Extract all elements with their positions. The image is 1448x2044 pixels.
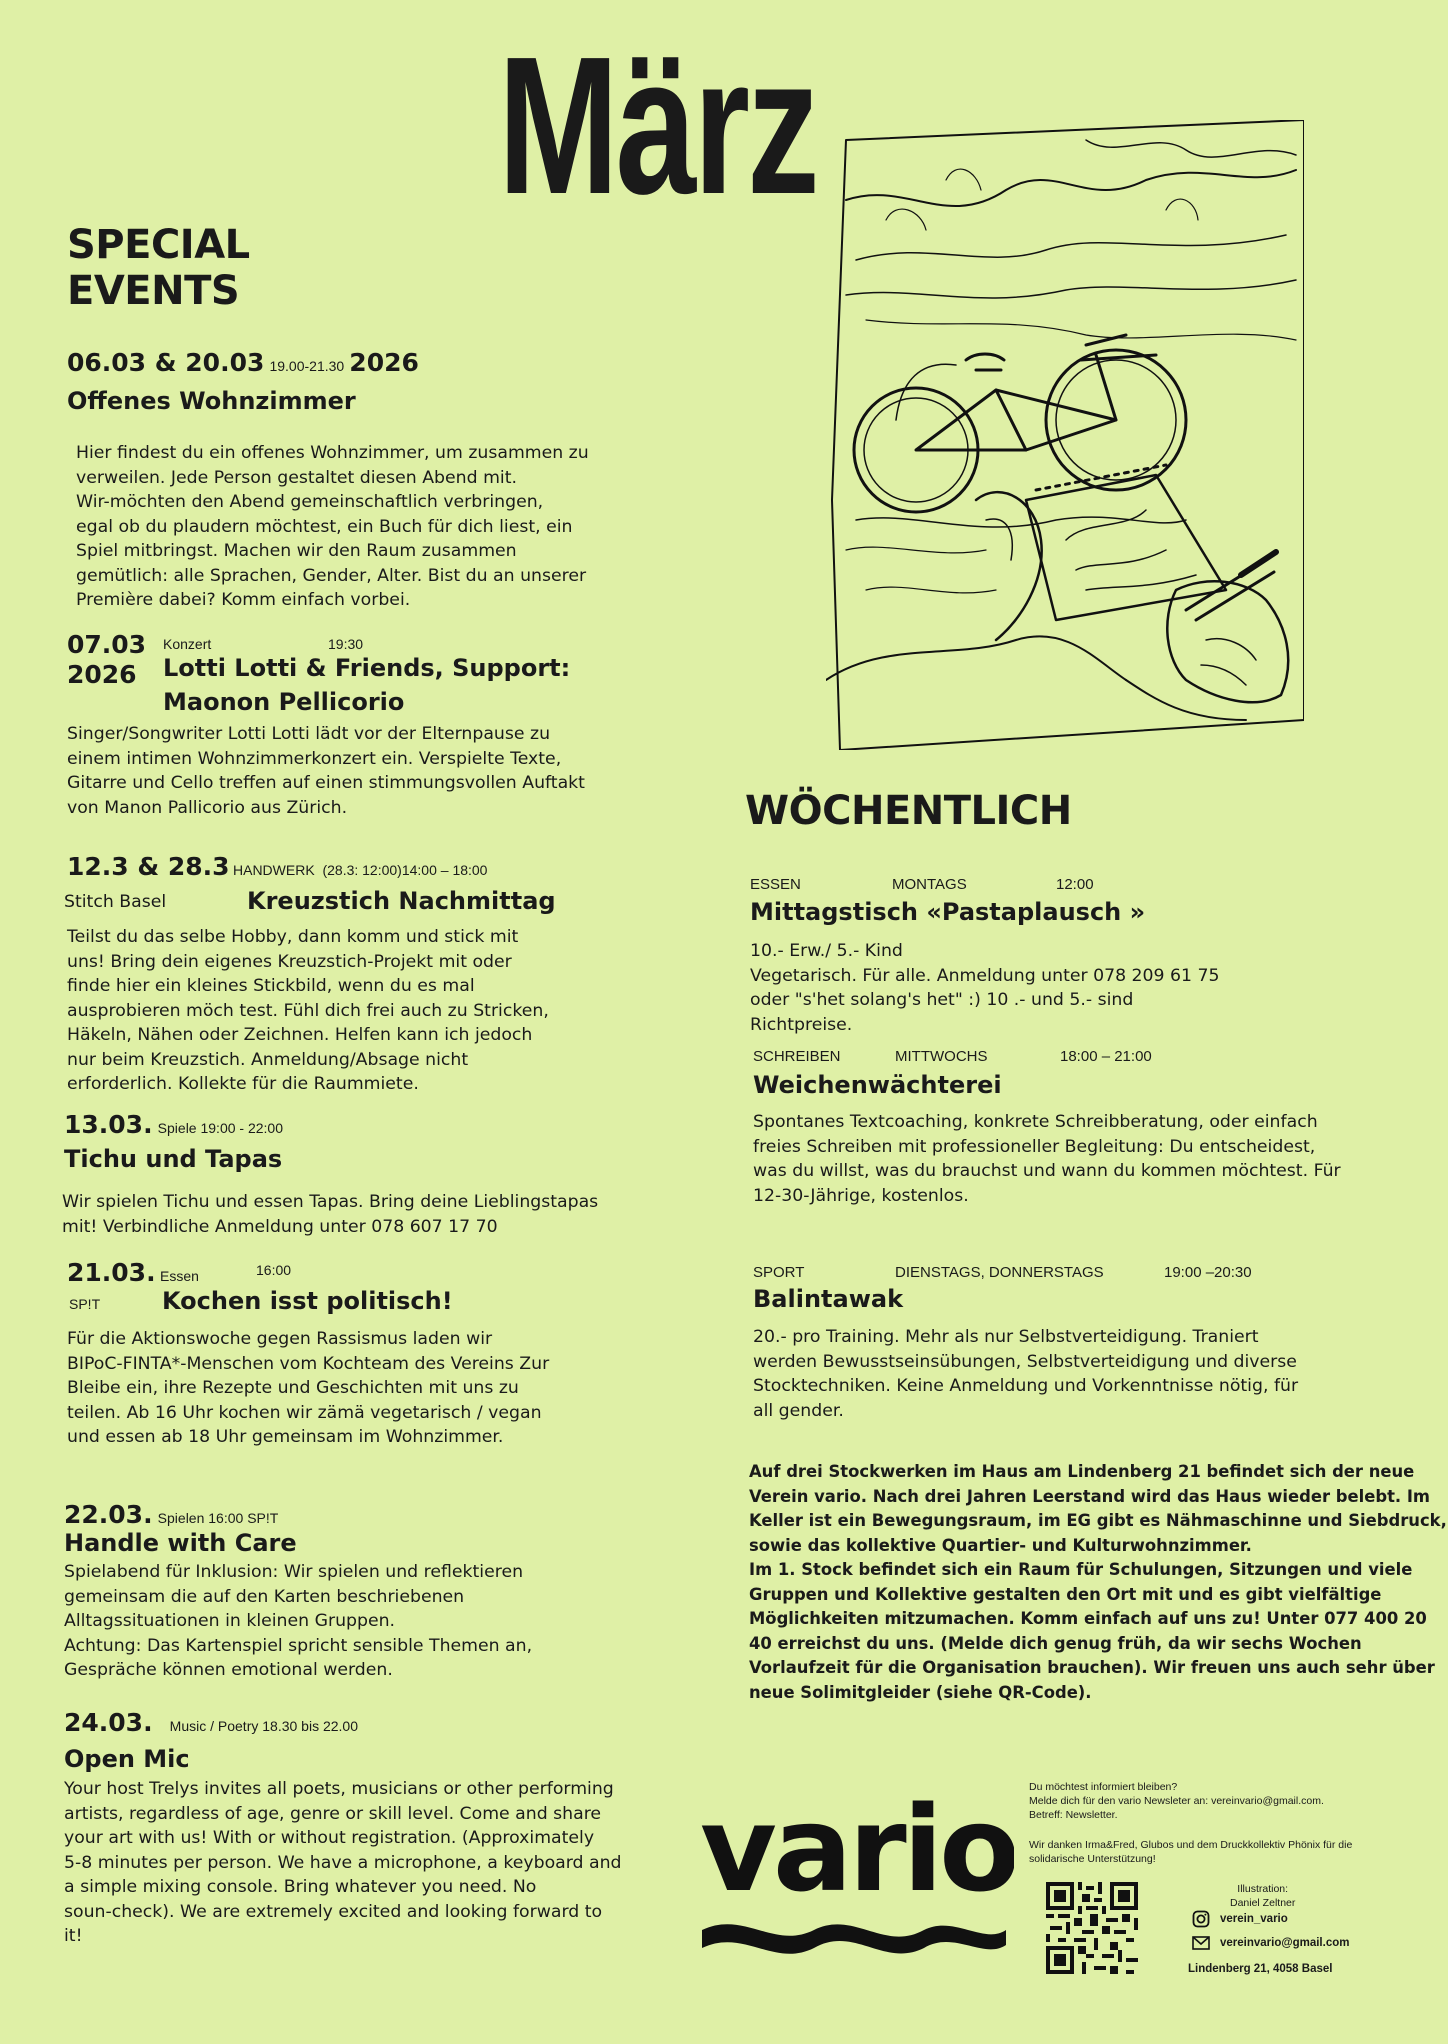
event-description: Spielabend für Inklusion: Wir spielen und reflektieren gemeinsam die auf den Karten beschriebenen Alltagssituationen in kleinen Gruppen. Achtung: Das Kartenspiel spricht sensible Themen an, Gespräche können emotional werden. bbox=[64, 1562, 533, 1680]
page-title: März bbox=[498, 16, 817, 235]
weekly-description: 20.- pro Training. Mehr als nur Selbstverteidigung. Traniert werden Bewusstseinsübungen, Selbstverteidigung und diverse Stocktechniken. Keine Anmeldung und Vorkenntnisse nötig, für all gender. bbox=[753, 1327, 1299, 1421]
event-date: 21.03. bbox=[67, 1258, 156, 1287]
event-date: 07.03 2026 bbox=[67, 630, 147, 689]
event-description: Your host Trelys invites all poets, musicians or other performing artists, regardless of age, genre or skill level. Come and share your art with us! With or without registration. (Approximately 5-8 minutes per person. We have a microphone, a keyboard and a simple mixing console. Bring whatever you need. No soun-check). We are extremely excited and looking forward to it! bbox=[64, 1779, 622, 1946]
qr-code[interactable] bbox=[1046, 1882, 1138, 1974]
event-time: 19:30 bbox=[328, 636, 364, 652]
weekly-description: Spontanes Textcoaching, konkrete Schreibberatung, oder einfach freies Schreiben mit professioneller Begleitung: Du entscheidest, was du willst, was du brauchst und wann du kommen möchtest. Für 12-30-Jährige, kostenlos. bbox=[753, 1112, 1341, 1206]
weekly-day: MONTAGS bbox=[892, 876, 967, 893]
weekly-category: SPORT bbox=[753, 1264, 805, 1281]
weekly-day: MITTWOCHS bbox=[895, 1048, 988, 1065]
weekly-category: SCHREIBEN bbox=[753, 1048, 841, 1065]
weekly-time: 12:00 bbox=[1056, 876, 1094, 893]
event-description: Teilst du das selbe Hobby, dann komm und stick mit uns! Bring dein eigenes Kreuzstich-Projekt mit oder finde hier ein kleines Stickbild, wenn du es mal ausprobieren möch test. Fühl dich frei auch zu Stricken, Häkeln, Nähen oder Zeichnen. Helfen kann ich jedoch nur beim Kreuzstich. Anmeldung/Absage nicht erforderlich. Kollekte für die Raummiete. bbox=[67, 927, 549, 1094]
illustration-credit: Illustration: Daniel Zeltner bbox=[1230, 1883, 1296, 1909]
event-category: Essen bbox=[160, 1268, 199, 1284]
event-title: Lotti Lotti & Friends, Support: Maonon Pellicorio bbox=[163, 654, 571, 716]
event-category-time: HANDWERK (28.3: 12:00)14:00 – 18:00 bbox=[233, 862, 488, 878]
event-title: Tichu und Tapas bbox=[64, 1145, 283, 1173]
about-paragraph: Auf drei Stockwerken im Haus am Lindenberg 21 befindet sich der neue Verein vario. Nach drei Jahren Leerstand wird das Haus wieder belebt. Im Keller ist ein Bewegungsraum, im EG gibt es Nähmaschinne und Siebdruck, sowie das kollektive Quartier- und Kulturwohnzimmer. Im 1. Stock befindet sich ein Raum für Schulungen, Sitzungen und viele Gruppen und Kollektive gestalten den Ort mit und es gibt vielfältige Möglichkeiten mitzumachen. Komm einfach auf uns zu! Unter 077 400 20 40 erreichst du uns. (Melde dich genug früh, da wir sechs Wochen Vorlaufzeit für die Organisation brauchen). Wir freuen uns auch sehr über neue Solimitgleider (siehe QR-Code). bbox=[749, 1462, 1447, 1702]
event-description: Hier findest du ein offenes Wohnzimmer, um zusammen zu verweilen. Jede Person gestaltet diesen Abend mit. Wir-möchten den Abend gemeinschaftlich verbringen, egal ob du plaudern möchtest, ein Buch für dich liest, ein Spiel mitbringst. Machen wir den Raum zusammen gemütlich: alle Sprachen, Gender, Alter. Bist du an unserer Première dabei? Komm einfach vorbei. bbox=[76, 443, 589, 610]
thanks-info: Wir danken Irma&Fred, Glubos und dem Druckkollektiv Phönix für die solidarische Unterstützung! bbox=[1029, 1839, 1353, 1865]
weekly-title: Mittagstisch «Pastaplausch » bbox=[750, 898, 1146, 926]
weekly-day: DIENSTAGS, DONNERSTAGS bbox=[895, 1264, 1104, 1281]
event-title: Kochen isst politisch! bbox=[162, 1287, 453, 1315]
event-title: Handle with Care bbox=[64, 1529, 297, 1557]
event-date: 12.3 & 28.3 bbox=[67, 852, 230, 881]
vario-logo bbox=[694, 1770, 1014, 1974]
event-description: Für die Aktionswoche gegen Rassismus laden wir BIPoC-FINTA*-Menschen vom Kochteam des Vereins Zur Bleibe ein, ihre Rezepte und Geschichten mit uns zu teilen. Ab 16 Uhr kochen wir zämä vegetarisch / vegan und essen ab 18 Uhr gemeinsam im Wohnzimmer. bbox=[67, 1329, 550, 1447]
event-description: Singer/Songwriter Lotti Lotti lädt vor der Elternpause zu einem intimen Wohnzimmerkonzert ein. Verspielte Texte, Gitarre und Cello treffen auf einen stimmungsvollen Auftakt von Manon Pallicorio aus Zürich. bbox=[67, 724, 585, 818]
event-date-row: 06.03 & 20.03 19.00-21.30 2026 bbox=[67, 348, 419, 377]
special-events-heading: SPECIAL EVENTS bbox=[67, 222, 250, 314]
instagram-link[interactable]: verein_vario bbox=[1192, 1910, 1288, 1928]
event-description: Wir spielen Tichu und essen Tapas. Bring deine Lieblingstapas mit! Verbindliche Anmeldung unter 078 607 17 70 bbox=[62, 1192, 599, 1237]
weekly-description: 10.- Erw./ 5.- Kind Vegetarisch. Für alle. Anmeldung unter 078 209 61 75 oder "s'het solang's het" :) 10 .- und 5.- sind Richtpreise. bbox=[750, 941, 1220, 1035]
weekly-time: 19:00 –20:30 bbox=[1164, 1264, 1252, 1281]
event-host: SP!T bbox=[69, 1296, 101, 1312]
event-title: Offenes Wohnzimmer bbox=[67, 387, 356, 415]
weekly-time: 18:00 – 21:00 bbox=[1060, 1048, 1152, 1065]
address: Lindenberg 21, 4058 Basel bbox=[1188, 1963, 1333, 1975]
bicycle-sketch-illustration bbox=[826, 120, 1304, 750]
svg-text:vario: vario bbox=[700, 1780, 1014, 1918]
weekly-category: ESSEN bbox=[750, 876, 801, 893]
event-date-row: 13.03. Spiele 19:00 - 22:00 bbox=[64, 1110, 283, 1139]
event-title: Kreuzstich Nachmittag bbox=[247, 887, 556, 915]
event-date-row: 22.03. Spielen 16:00 SP!T bbox=[64, 1500, 279, 1529]
weekly-title: Balintawak bbox=[753, 1285, 904, 1313]
email-link[interactable]: vereinvario@gmail.com bbox=[1192, 1936, 1349, 1950]
weekly-title: Weichenwächterei bbox=[753, 1071, 1002, 1099]
newsletter-info: Du möchtest informiert bleiben? Melde dich für den vario Newsleter an: vereinvario@gmail.com. Betreff: Newsletter. bbox=[1029, 1781, 1324, 1821]
event-date-row: 24.03. Music / Poetry 18.30 bis 22.00 bbox=[64, 1708, 358, 1737]
mail-icon bbox=[1192, 1936, 1210, 1950]
event-time: 16:00 bbox=[256, 1262, 292, 1278]
event-title: Open Mic bbox=[64, 1745, 190, 1773]
event-host: Stitch Basel bbox=[64, 892, 167, 912]
event-category: Konzert bbox=[163, 636, 212, 652]
weekly-heading: WÖCHENTLICH bbox=[745, 788, 1072, 834]
instagram-icon bbox=[1192, 1910, 1210, 1928]
